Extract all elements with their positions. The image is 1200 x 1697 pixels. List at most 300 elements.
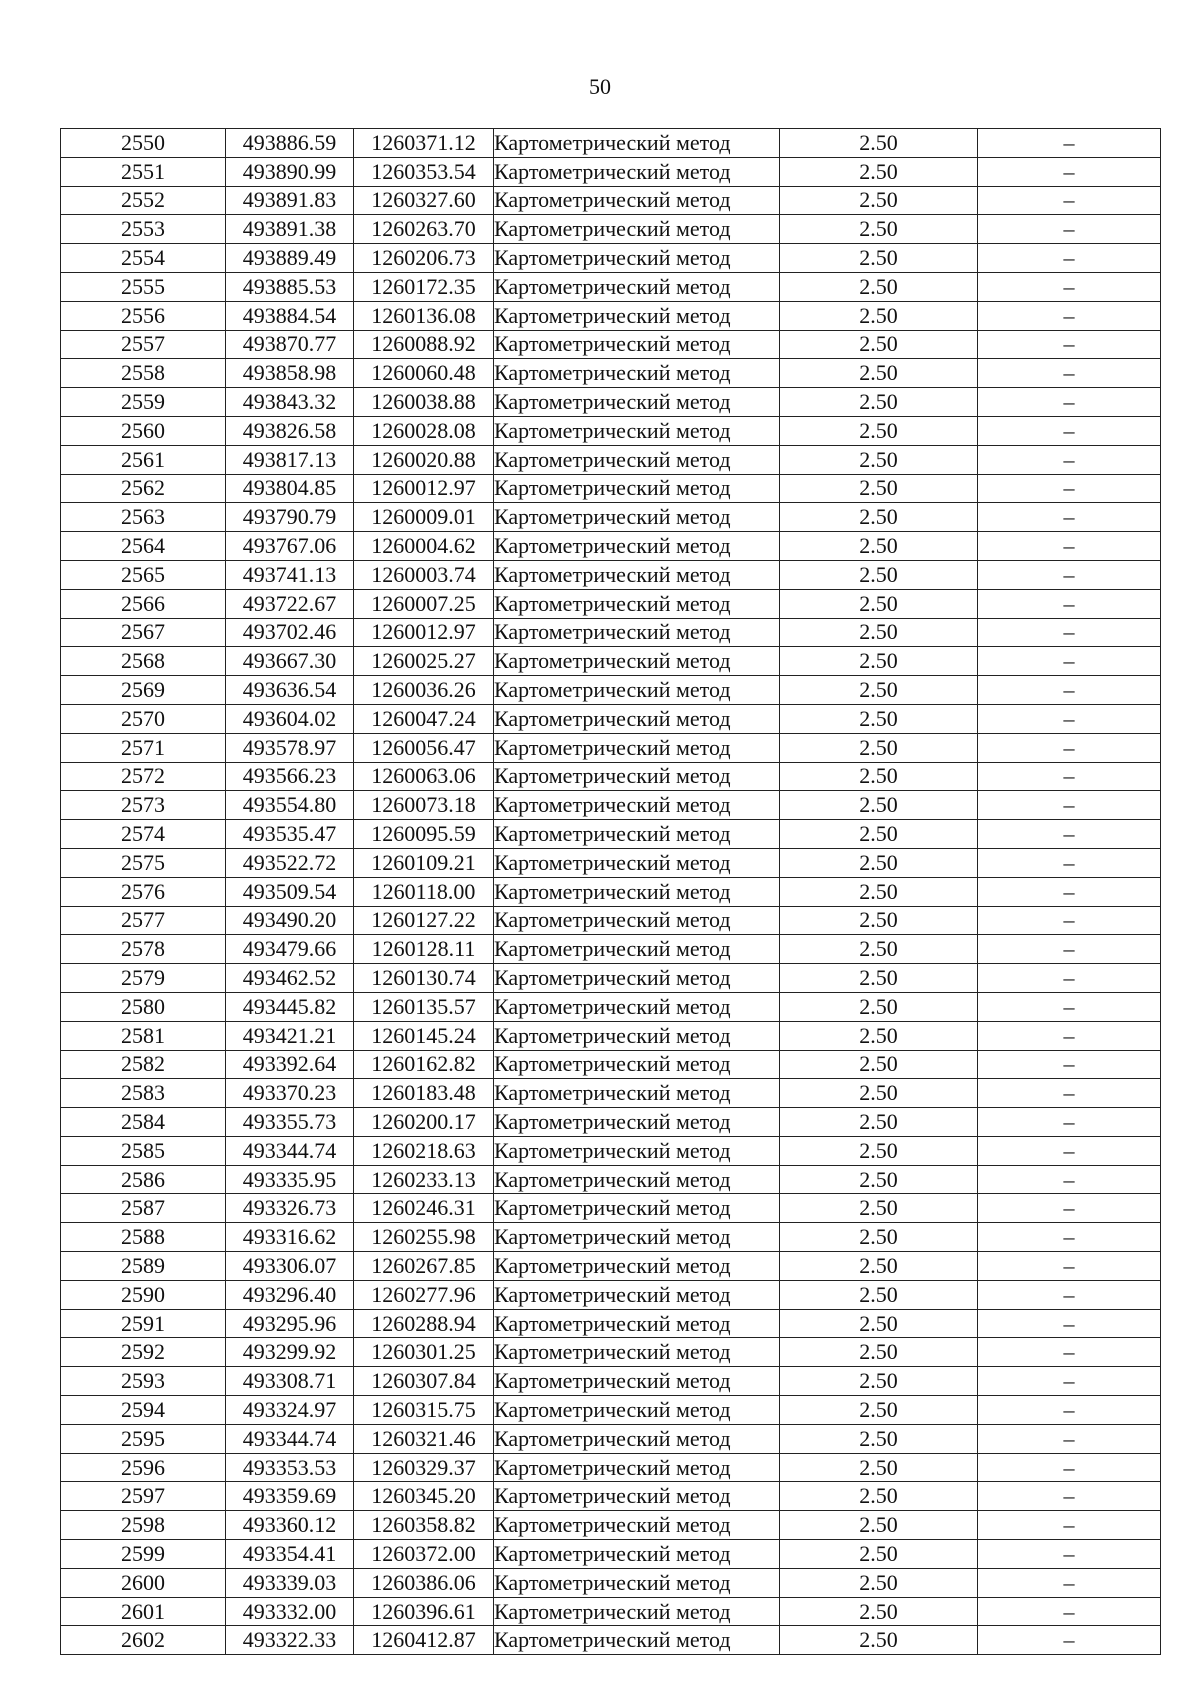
method-cell: Картометрический метод — [494, 359, 780, 388]
accuracy-cell: 2.50 — [780, 1136, 978, 1165]
x-coordinate-cell: 493355.73 — [226, 1108, 354, 1137]
y-coordinate-cell: 1260009.01 — [354, 503, 494, 532]
x-coordinate-cell: 493479.66 — [226, 935, 354, 964]
x-coordinate-cell: 493360.12 — [226, 1511, 354, 1540]
point-number-cell: 2556 — [61, 301, 226, 330]
y-coordinate-cell: 1260288.94 — [354, 1309, 494, 1338]
table-row — [61, 1424, 1161, 1453]
accuracy-cell: 2.50 — [780, 532, 978, 561]
note-cell: – — [978, 215, 1161, 244]
table-row — [61, 647, 1161, 676]
note-cell: – — [978, 1338, 1161, 1367]
y-coordinate-cell: 1260358.82 — [354, 1511, 494, 1540]
x-coordinate-cell: 493445.82 — [226, 992, 354, 1021]
accuracy-cell: 2.50 — [780, 388, 978, 417]
note-cell: – — [978, 1165, 1161, 1194]
table-row — [61, 272, 1161, 301]
method-cell: Картометрический метод — [494, 301, 780, 330]
method-cell: Картометрический метод — [494, 474, 780, 503]
accuracy-cell: 2.50 — [780, 1511, 978, 1540]
accuracy-cell: 2.50 — [780, 1194, 978, 1223]
point-number-cell: 2593 — [61, 1367, 226, 1396]
accuracy-cell: 2.50 — [780, 589, 978, 618]
x-coordinate-cell: 493843.32 — [226, 388, 354, 417]
y-coordinate-cell: 1260345.20 — [354, 1482, 494, 1511]
accuracy-cell: 2.50 — [780, 1338, 978, 1367]
method-cell: Картометрический метод — [494, 1396, 780, 1425]
note-cell: – — [978, 129, 1161, 158]
method-cell: Картометрический метод — [494, 820, 780, 849]
point-number-cell: 2589 — [61, 1252, 226, 1281]
table-row — [61, 1165, 1161, 1194]
table-row — [61, 704, 1161, 733]
method-cell: Картометрический метод — [494, 964, 780, 993]
table-row — [61, 330, 1161, 359]
table-row — [61, 618, 1161, 647]
accuracy-cell: 2.50 — [780, 820, 978, 849]
table-row — [61, 848, 1161, 877]
note-cell: – — [978, 1367, 1161, 1396]
x-coordinate-cell: 493295.96 — [226, 1309, 354, 1338]
point-number-cell: 2587 — [61, 1194, 226, 1223]
y-coordinate-cell: 1260396.61 — [354, 1597, 494, 1626]
x-coordinate-cell: 493370.23 — [226, 1079, 354, 1108]
point-number-cell: 2595 — [61, 1424, 226, 1453]
y-coordinate-cell: 1260412.87 — [354, 1626, 494, 1655]
note-cell: – — [978, 560, 1161, 589]
x-coordinate-cell: 493316.62 — [226, 1223, 354, 1252]
x-coordinate-cell: 493889.49 — [226, 244, 354, 273]
point-number-cell: 2566 — [61, 589, 226, 618]
note-cell: – — [978, 416, 1161, 445]
accuracy-cell: 2.50 — [780, 618, 978, 647]
y-coordinate-cell: 1260329.37 — [354, 1453, 494, 1482]
note-cell: – — [978, 877, 1161, 906]
note-cell: – — [978, 330, 1161, 359]
point-number-cell: 2564 — [61, 532, 226, 561]
note-cell: – — [978, 1482, 1161, 1511]
method-cell: Картометрический метод — [494, 1252, 780, 1281]
table-row — [61, 906, 1161, 935]
point-number-cell: 2592 — [61, 1338, 226, 1367]
accuracy-cell: 2.50 — [780, 330, 978, 359]
point-number-cell: 2552 — [61, 186, 226, 215]
table-row — [61, 1338, 1161, 1367]
note-cell: – — [978, 272, 1161, 301]
accuracy-cell: 2.50 — [780, 215, 978, 244]
accuracy-cell: 2.50 — [780, 186, 978, 215]
x-coordinate-cell: 493522.72 — [226, 848, 354, 877]
x-coordinate-cell: 493890.99 — [226, 157, 354, 186]
point-number-cell: 2576 — [61, 877, 226, 906]
accuracy-cell: 2.50 — [780, 359, 978, 388]
table-row — [61, 416, 1161, 445]
note-cell: – — [978, 1223, 1161, 1252]
x-coordinate-cell: 493604.02 — [226, 704, 354, 733]
x-coordinate-cell: 493344.74 — [226, 1424, 354, 1453]
y-coordinate-cell: 1260218.63 — [354, 1136, 494, 1165]
table-row — [61, 1626, 1161, 1655]
accuracy-cell: 2.50 — [780, 1367, 978, 1396]
table-row — [61, 1108, 1161, 1137]
accuracy-cell: 2.50 — [780, 1424, 978, 1453]
point-number-cell: 2559 — [61, 388, 226, 417]
accuracy-cell: 2.50 — [780, 935, 978, 964]
table-row — [61, 1511, 1161, 1540]
table-row — [61, 1540, 1161, 1569]
table-row — [61, 935, 1161, 964]
y-coordinate-cell: 1260307.84 — [354, 1367, 494, 1396]
note-cell: – — [978, 647, 1161, 676]
table-row — [61, 1280, 1161, 1309]
method-cell: Картометрический метод — [494, 1136, 780, 1165]
x-coordinate-cell: 493886.59 — [226, 129, 354, 158]
accuracy-cell: 2.50 — [780, 848, 978, 877]
method-cell: Картометрический метод — [494, 762, 780, 791]
point-number-cell: 2560 — [61, 416, 226, 445]
y-coordinate-cell: 1260386.06 — [354, 1568, 494, 1597]
accuracy-cell: 2.50 — [780, 445, 978, 474]
accuracy-cell: 2.50 — [780, 1108, 978, 1137]
table-row — [61, 1252, 1161, 1281]
table-row — [61, 589, 1161, 618]
note-cell: – — [978, 1597, 1161, 1626]
table-row — [61, 301, 1161, 330]
accuracy-cell: 2.50 — [780, 474, 978, 503]
y-coordinate-cell: 1260353.54 — [354, 157, 494, 186]
y-coordinate-cell: 1260028.08 — [354, 416, 494, 445]
note-cell: – — [978, 589, 1161, 618]
point-number-cell: 2594 — [61, 1396, 226, 1425]
y-coordinate-cell: 1260012.97 — [354, 474, 494, 503]
table-row — [61, 733, 1161, 762]
note-cell: – — [978, 1424, 1161, 1453]
x-coordinate-cell: 493667.30 — [226, 647, 354, 676]
point-number-cell: 2551 — [61, 157, 226, 186]
page-number: 50 — [589, 74, 611, 99]
method-cell: Картометрический метод — [494, 1453, 780, 1482]
table-row — [61, 1568, 1161, 1597]
accuracy-cell: 2.50 — [780, 676, 978, 705]
point-number-cell: 2571 — [61, 733, 226, 762]
x-coordinate-cell: 493722.67 — [226, 589, 354, 618]
accuracy-cell: 2.50 — [780, 1453, 978, 1482]
y-coordinate-cell: 1260301.25 — [354, 1338, 494, 1367]
note-cell: – — [978, 935, 1161, 964]
method-cell: Картометрический метод — [494, 1108, 780, 1137]
point-number-cell: 2561 — [61, 445, 226, 474]
method-cell: Картометрический метод — [494, 215, 780, 244]
x-coordinate-cell: 493332.00 — [226, 1597, 354, 1626]
x-coordinate-cell: 493817.13 — [226, 445, 354, 474]
y-coordinate-cell: 1260145.24 — [354, 1021, 494, 1050]
x-coordinate-cell: 493535.47 — [226, 820, 354, 849]
x-coordinate-cell: 493339.03 — [226, 1568, 354, 1597]
y-coordinate-cell: 1260004.62 — [354, 532, 494, 561]
method-cell: Картометрический метод — [494, 1309, 780, 1338]
note-cell: – — [978, 1252, 1161, 1281]
method-cell: Картометрический метод — [494, 157, 780, 186]
y-coordinate-cell: 1260263.70 — [354, 215, 494, 244]
accuracy-cell: 2.50 — [780, 129, 978, 158]
method-cell: Картометрический метод — [494, 733, 780, 762]
note-cell: – — [978, 733, 1161, 762]
point-number-cell: 2563 — [61, 503, 226, 532]
accuracy-cell: 2.50 — [780, 1568, 978, 1597]
table-row — [61, 676, 1161, 705]
point-number-cell: 2578 — [61, 935, 226, 964]
note-cell: – — [978, 503, 1161, 532]
point-number-cell: 2572 — [61, 762, 226, 791]
point-number-cell: 2577 — [61, 906, 226, 935]
accuracy-cell: 2.50 — [780, 1280, 978, 1309]
coordinates-table — [60, 128, 1161, 1655]
x-coordinate-cell: 493353.53 — [226, 1453, 354, 1482]
method-cell: Картометрический метод — [494, 1338, 780, 1367]
note-cell: – — [978, 992, 1161, 1021]
method-cell: Картометрический метод — [494, 1597, 780, 1626]
table-row — [61, 1309, 1161, 1338]
y-coordinate-cell: 1260327.60 — [354, 186, 494, 215]
x-coordinate-cell: 493421.21 — [226, 1021, 354, 1050]
table-row — [61, 503, 1161, 532]
method-cell: Картометрический метод — [494, 1367, 780, 1396]
method-cell: Картометрический метод — [494, 1165, 780, 1194]
table-row — [61, 964, 1161, 993]
method-cell: Картометрический метод — [494, 1424, 780, 1453]
method-cell: Картометрический метод — [494, 272, 780, 301]
table-row — [61, 1367, 1161, 1396]
point-number-cell: 2553 — [61, 215, 226, 244]
note-cell: – — [978, 1136, 1161, 1165]
method-cell: Картометрический метод — [494, 791, 780, 820]
accuracy-cell: 2.50 — [780, 733, 978, 762]
y-coordinate-cell: 1260118.00 — [354, 877, 494, 906]
method-cell: Картометрический метод — [494, 532, 780, 561]
point-number-cell: 2558 — [61, 359, 226, 388]
method-cell: Картометрический метод — [494, 1540, 780, 1569]
table-row — [61, 1194, 1161, 1223]
method-cell: Картометрический метод — [494, 1223, 780, 1252]
y-coordinate-cell: 1260047.24 — [354, 704, 494, 733]
y-coordinate-cell: 1260162.82 — [354, 1050, 494, 1079]
method-cell: Картометрический метод — [494, 1482, 780, 1511]
note-cell: – — [978, 301, 1161, 330]
accuracy-cell: 2.50 — [780, 416, 978, 445]
accuracy-cell: 2.50 — [780, 1626, 978, 1655]
x-coordinate-cell: 493858.98 — [226, 359, 354, 388]
accuracy-cell: 2.50 — [780, 906, 978, 935]
note-cell: – — [978, 964, 1161, 993]
point-number-cell: 2567 — [61, 618, 226, 647]
note-cell: – — [978, 474, 1161, 503]
x-coordinate-cell: 493870.77 — [226, 330, 354, 359]
y-coordinate-cell: 1260172.35 — [354, 272, 494, 301]
method-cell: Картометрический метод — [494, 618, 780, 647]
accuracy-cell: 2.50 — [780, 301, 978, 330]
y-coordinate-cell: 1260200.17 — [354, 1108, 494, 1137]
point-number-cell: 2562 — [61, 474, 226, 503]
x-coordinate-cell: 493392.64 — [226, 1050, 354, 1079]
table-row — [61, 1482, 1161, 1511]
x-coordinate-cell: 493299.92 — [226, 1338, 354, 1367]
y-coordinate-cell: 1260321.46 — [354, 1424, 494, 1453]
table-row — [61, 359, 1161, 388]
note-cell: – — [978, 906, 1161, 935]
note-cell: – — [978, 820, 1161, 849]
method-cell: Картометрический метод — [494, 388, 780, 417]
accuracy-cell: 2.50 — [780, 1540, 978, 1569]
y-coordinate-cell: 1260130.74 — [354, 964, 494, 993]
x-coordinate-cell: 493767.06 — [226, 532, 354, 561]
accuracy-cell: 2.50 — [780, 791, 978, 820]
accuracy-cell: 2.50 — [780, 503, 978, 532]
method-cell: Картометрический метод — [494, 935, 780, 964]
accuracy-cell: 2.50 — [780, 704, 978, 733]
method-cell: Картометрический метод — [494, 560, 780, 589]
note-cell: – — [978, 1626, 1161, 1655]
note-cell: – — [978, 388, 1161, 417]
x-coordinate-cell: 493790.79 — [226, 503, 354, 532]
accuracy-cell: 2.50 — [780, 964, 978, 993]
table-row — [61, 1136, 1161, 1165]
note-cell: – — [978, 1079, 1161, 1108]
method-cell: Картометрический метод — [494, 1568, 780, 1597]
note-cell: – — [978, 1280, 1161, 1309]
accuracy-cell: 2.50 — [780, 877, 978, 906]
point-number-cell: 2574 — [61, 820, 226, 849]
table-row — [61, 1079, 1161, 1108]
x-coordinate-cell: 493322.33 — [226, 1626, 354, 1655]
accuracy-cell: 2.50 — [780, 1223, 978, 1252]
table-row — [61, 157, 1161, 186]
table-row — [61, 992, 1161, 1021]
note-cell: – — [978, 848, 1161, 877]
method-cell: Картометрический метод — [494, 1194, 780, 1223]
table-row — [61, 1597, 1161, 1626]
point-number-cell: 2573 — [61, 791, 226, 820]
method-cell: Картометрический метод — [494, 647, 780, 676]
point-number-cell: 2602 — [61, 1626, 226, 1655]
note-cell: – — [978, 618, 1161, 647]
table-row — [61, 244, 1161, 273]
note-cell: – — [978, 704, 1161, 733]
method-cell: Картометрический метод — [494, 906, 780, 935]
y-coordinate-cell: 1260135.57 — [354, 992, 494, 1021]
note-cell: – — [978, 1453, 1161, 1482]
point-number-cell: 2565 — [61, 560, 226, 589]
coordinates-table-body — [61, 129, 1161, 1655]
table-row — [61, 1396, 1161, 1425]
x-coordinate-cell: 493826.58 — [226, 416, 354, 445]
x-coordinate-cell: 493335.95 — [226, 1165, 354, 1194]
note-cell: – — [978, 186, 1161, 215]
method-cell: Картометрический метод — [494, 676, 780, 705]
point-number-cell: 2555 — [61, 272, 226, 301]
y-coordinate-cell: 1260036.26 — [354, 676, 494, 705]
point-number-cell: 2580 — [61, 992, 226, 1021]
y-coordinate-cell: 1260073.18 — [354, 791, 494, 820]
accuracy-cell: 2.50 — [780, 1482, 978, 1511]
point-number-cell: 2554 — [61, 244, 226, 273]
point-number-cell: 2591 — [61, 1309, 226, 1338]
y-coordinate-cell: 1260007.25 — [354, 589, 494, 618]
table-row — [61, 1050, 1161, 1079]
note-cell: – — [978, 1194, 1161, 1223]
y-coordinate-cell: 1260038.88 — [354, 388, 494, 417]
point-number-cell: 2582 — [61, 1050, 226, 1079]
y-coordinate-cell: 1260128.11 — [354, 935, 494, 964]
x-coordinate-cell: 493462.52 — [226, 964, 354, 993]
accuracy-cell: 2.50 — [780, 1252, 978, 1281]
table-row — [61, 1021, 1161, 1050]
note-cell: – — [978, 244, 1161, 273]
note-cell: – — [978, 1511, 1161, 1540]
table-row — [61, 1223, 1161, 1252]
y-coordinate-cell: 1260109.21 — [354, 848, 494, 877]
x-coordinate-cell: 493891.83 — [226, 186, 354, 215]
y-coordinate-cell: 1260372.00 — [354, 1540, 494, 1569]
y-coordinate-cell: 1260012.97 — [354, 618, 494, 647]
y-coordinate-cell: 1260063.06 — [354, 762, 494, 791]
point-number-cell: 2597 — [61, 1482, 226, 1511]
accuracy-cell: 2.50 — [780, 1309, 978, 1338]
y-coordinate-cell: 1260127.22 — [354, 906, 494, 935]
y-coordinate-cell: 1260255.98 — [354, 1223, 494, 1252]
x-coordinate-cell: 493306.07 — [226, 1252, 354, 1281]
note-cell: – — [978, 1050, 1161, 1079]
x-coordinate-cell: 493344.74 — [226, 1136, 354, 1165]
method-cell: Картометрический метод — [494, 589, 780, 618]
y-coordinate-cell: 1260246.31 — [354, 1194, 494, 1223]
point-number-cell: 2570 — [61, 704, 226, 733]
table-row — [61, 791, 1161, 820]
table-row — [61, 186, 1161, 215]
note-cell: – — [978, 445, 1161, 474]
accuracy-cell: 2.50 — [780, 1021, 978, 1050]
y-coordinate-cell: 1260020.88 — [354, 445, 494, 474]
accuracy-cell: 2.50 — [780, 272, 978, 301]
y-coordinate-cell: 1260025.27 — [354, 647, 494, 676]
point-number-cell: 2579 — [61, 964, 226, 993]
accuracy-cell: 2.50 — [780, 1050, 978, 1079]
point-number-cell: 2588 — [61, 1223, 226, 1252]
y-coordinate-cell: 1260277.96 — [354, 1280, 494, 1309]
method-cell: Картометрический метод — [494, 848, 780, 877]
point-number-cell: 2583 — [61, 1079, 226, 1108]
point-number-cell: 2585 — [61, 1136, 226, 1165]
accuracy-cell: 2.50 — [780, 1597, 978, 1626]
point-number-cell: 2581 — [61, 1021, 226, 1050]
y-coordinate-cell: 1260267.85 — [354, 1252, 494, 1281]
note-cell: – — [978, 791, 1161, 820]
y-coordinate-cell: 1260206.73 — [354, 244, 494, 273]
point-number-cell: 2601 — [61, 1597, 226, 1626]
x-coordinate-cell: 493554.80 — [226, 791, 354, 820]
table-row — [61, 762, 1161, 791]
point-number-cell: 2600 — [61, 1568, 226, 1597]
y-coordinate-cell: 1260060.48 — [354, 359, 494, 388]
y-coordinate-cell: 1260183.48 — [354, 1079, 494, 1108]
method-cell: Картометрический метод — [494, 1079, 780, 1108]
x-coordinate-cell: 493891.38 — [226, 215, 354, 244]
point-number-cell: 2568 — [61, 647, 226, 676]
method-cell: Картометрический метод — [494, 992, 780, 1021]
point-number-cell: 2569 — [61, 676, 226, 705]
note-cell: – — [978, 157, 1161, 186]
note-cell: – — [978, 1540, 1161, 1569]
note-cell: – — [978, 359, 1161, 388]
